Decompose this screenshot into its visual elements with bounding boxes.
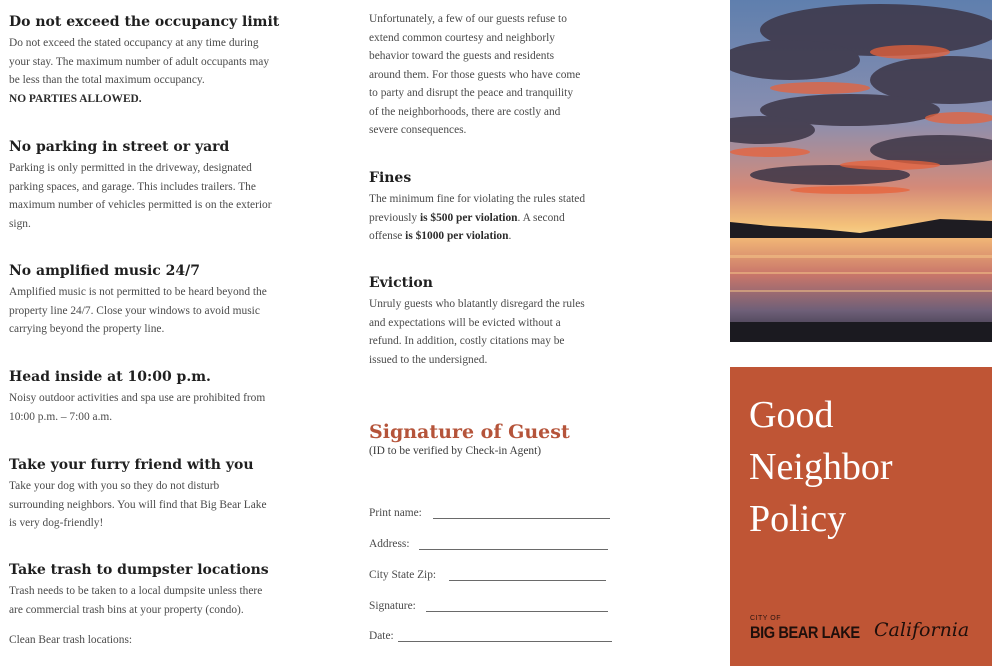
section-body <box>369 295 631 369</box>
body-line: be less than the total maximum occupancy. <box>9 74 205 86</box>
signature-field[interactable] <box>426 611 608 612</box>
body-line: and expectations will be evicted without a <box>369 316 561 329</box>
print-name-field[interactable] <box>433 518 610 519</box>
section-title: Head inside at 10:00 p.m. <box>9 369 211 385</box>
section-title: Take your furry friend with you <box>9 457 254 473</box>
fine-amount-first: is $500 per violation <box>419 211 518 224</box>
body-line: Unfortunately, a few of our guests refuse to <box>369 13 567 25</box>
address-field[interactable] <box>419 549 608 550</box>
body-line: Take your dog with you so they do not disturb <box>9 480 220 492</box>
text: previously <box>369 211 420 224</box>
section-body <box>369 190 631 246</box>
print-name-label: Print name: <box>369 507 422 519</box>
body-line: maximum number of vehicles permitted is on the exterior <box>9 199 272 211</box>
body-line: surrounding neighbors. You will find that Big Bear Lake <box>9 498 267 511</box>
address-label: Address: <box>369 538 410 550</box>
text: . A second <box>517 211 565 224</box>
body-line: parking spaces, and garage. This includes trailers. The <box>9 180 256 193</box>
body-line: Noisy outdoor activities and spa use are prohibited from <box>9 392 266 404</box>
body-line: sign. <box>9 217 31 230</box>
city-logo <box>750 615 980 655</box>
title-line: Neighbor <box>749 446 893 488</box>
body-line: 10:00 p.m. – 7:00 a.m. <box>9 410 113 423</box>
section-body <box>9 283 339 339</box>
body-line: around them. For those guests who have come <box>369 68 581 81</box>
body-line: refund. In addition, costly citations may be <box>369 335 565 347</box>
body-line: Parking is only permitted in the driveway, designated <box>9 162 252 174</box>
body-line: behavior toward the guests and residents <box>369 50 555 62</box>
section-title: No amplified music 24/7 <box>9 263 200 279</box>
section-quiet-hours <box>9 368 339 426</box>
date-field[interactable] <box>398 641 612 642</box>
section-body <box>9 582 339 650</box>
signature-label: Signature: <box>369 600 416 612</box>
body-line: severe consequences. <box>369 124 467 136</box>
section-body <box>9 389 339 426</box>
section-parking <box>9 138 339 233</box>
body-line: your stay. The maximum number of adult occupants may <box>9 55 270 68</box>
body-line: issued to the undersigned. <box>369 353 488 366</box>
text: offense <box>369 230 406 242</box>
body-line: The minimum fine for violating the rules stated <box>369 193 586 205</box>
section-title: Fines <box>369 170 412 186</box>
section-body <box>9 34 339 108</box>
body-line: Do not exceed the stated occupancy at any time during <box>9 37 259 49</box>
trash-locations-label: Clean Bear trash locations: <box>9 634 133 646</box>
section-pets <box>9 456 339 533</box>
body-line: of the neighborhoods, there are costly and <box>369 105 561 118</box>
title-line: Good <box>749 394 834 436</box>
city-name: BIG BEAR LAKE <box>750 623 860 642</box>
section-title: Take trash to dumpster locations <box>9 562 269 578</box>
body-line: extend common courtesy and neighborly <box>369 31 555 44</box>
intro-paragraph <box>369 10 631 140</box>
body-line: to party and disrupt the peace and tranquility <box>369 87 574 99</box>
body-line: are commercial trash bins at your property (condo). <box>9 603 244 616</box>
fine-amount-second: is $1000 per violation <box>405 230 509 242</box>
section-title: Eviction <box>369 275 433 291</box>
text: . <box>508 230 512 242</box>
section-fines <box>369 169 631 246</box>
body-line: Trash needs to be taken to a local dumpsite unless there <box>9 585 263 597</box>
city-state-zip-label: City State Zip: <box>369 569 437 581</box>
signature-title: Signature of Guest <box>369 421 570 443</box>
brand-panel <box>730 367 992 666</box>
body-line: Unruly guests who blatantly disregard the rules <box>369 298 585 310</box>
body-line <box>369 227 631 246</box>
body-line: property line 24/7. Close your windows to avoid music <box>9 304 260 317</box>
body-line: carrying beyond the property line. <box>9 323 165 335</box>
no-parties-notice: NO PARTIES ALLOWED. <box>9 92 142 105</box>
date-label: Date: <box>369 630 394 642</box>
section-body <box>9 477 339 533</box>
section-body <box>9 159 339 233</box>
body-line: is very dog-friendly! <box>9 517 104 529</box>
section-title: Do not exceed the occupancy limit <box>9 14 280 30</box>
section-trash <box>9 561 339 650</box>
city-state-zip-field[interactable] <box>449 580 606 581</box>
body-line <box>369 209 631 228</box>
city-of-text: CITY OF <box>750 615 781 622</box>
lake-sunset-photo <box>730 0 992 342</box>
state-script: California <box>874 619 970 641</box>
title-line: Policy <box>749 498 847 540</box>
section-music <box>9 262 339 339</box>
signature-block <box>369 420 631 458</box>
body-line: Amplified music is not permitted to be heard beyond the <box>9 286 267 298</box>
policy-title <box>749 389 893 545</box>
section-title: No parking in street or yard <box>9 139 230 155</box>
section-occupancy <box>9 13 339 108</box>
signature-subtitle: (ID to be verified by Check-in Agent) <box>369 445 542 457</box>
section-eviction <box>369 274 631 369</box>
